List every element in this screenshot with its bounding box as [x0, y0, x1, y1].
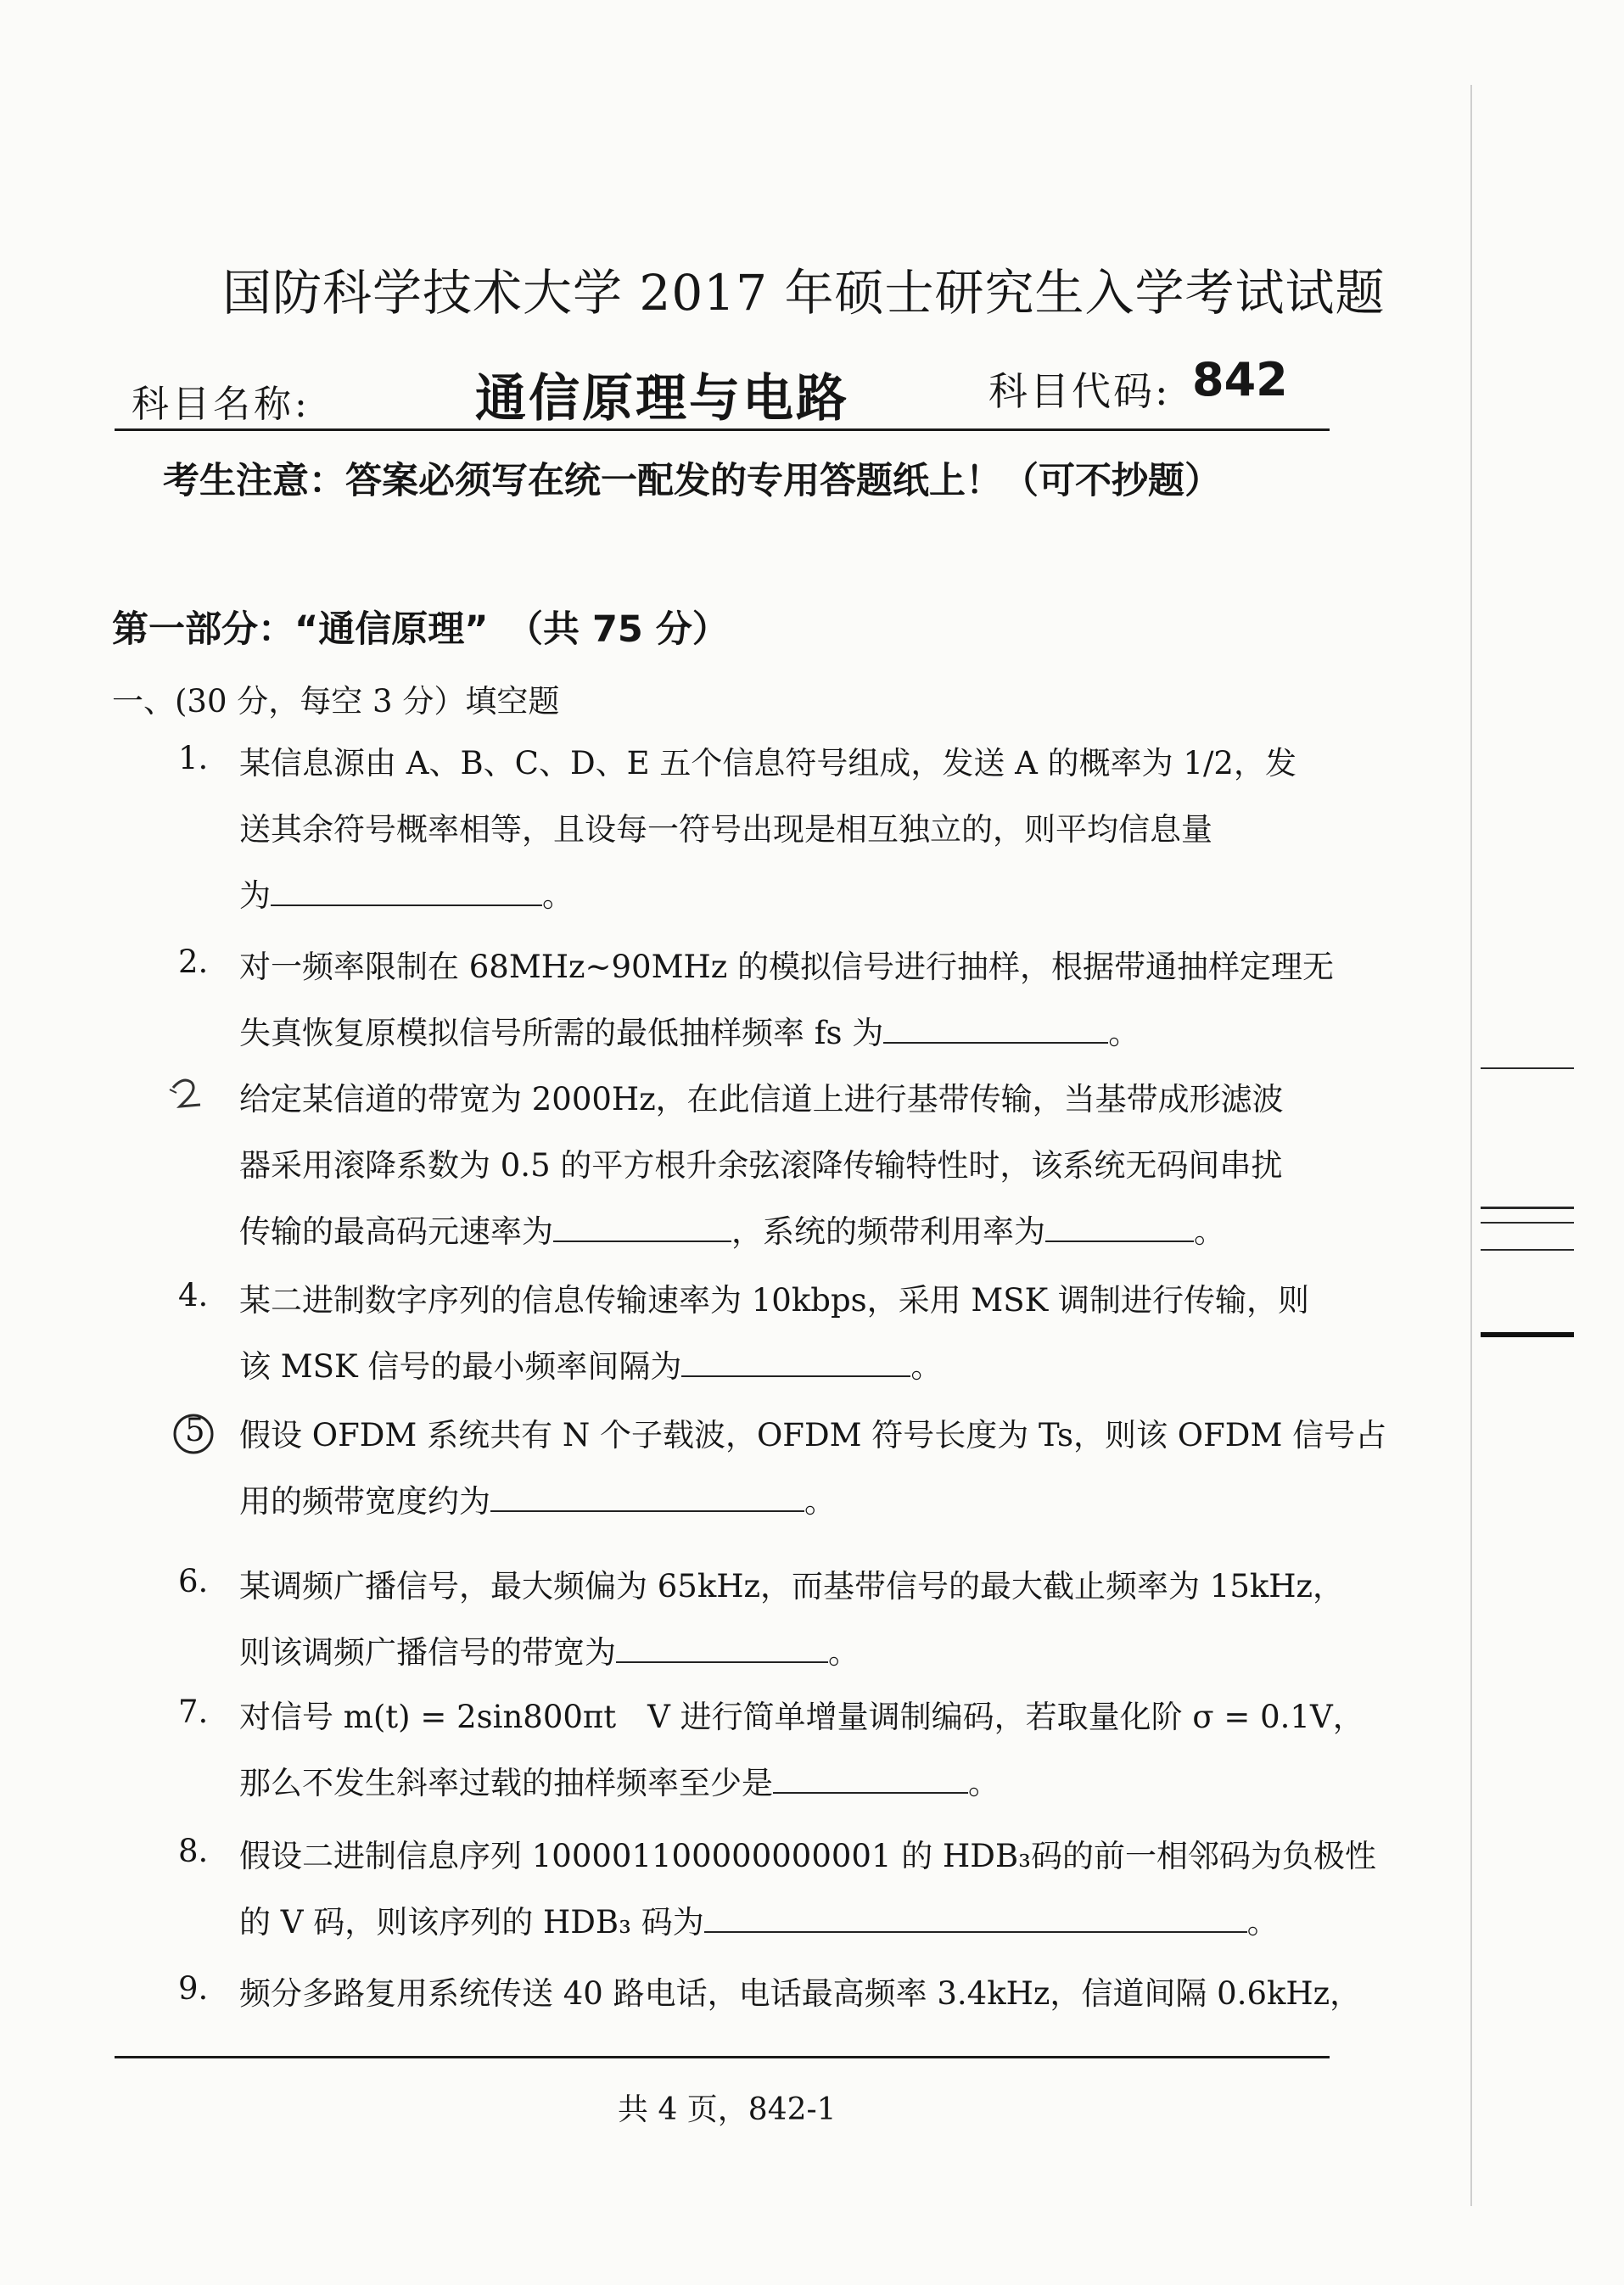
footer-rule [115, 2056, 1330, 2058]
answer-blank [271, 876, 542, 906]
question-text: 则该调频广播信号的带宽为 [239, 1634, 616, 1671]
question-tail: 。 [910, 1348, 943, 1385]
question-number: 4. [178, 1277, 209, 1313]
question-6 [178, 1563, 1345, 1695]
question-2 [178, 944, 1332, 1076]
handwritten-number-mark [166, 1071, 217, 1122]
question-9 [178, 1970, 1362, 2036]
question-text-line [239, 1478, 1332, 1544]
question-tail: 。 [1108, 1015, 1140, 1051]
question-text: 那么不发生斜率过载的抽样频率至少是 [239, 1765, 773, 1801]
answer-blank [704, 1902, 1247, 1933]
question-text: 传输的最高码元速率为 [239, 1213, 553, 1250]
question-text-line [239, 1629, 1332, 1695]
question-tail: 。 [1246, 1904, 1279, 1941]
question-text-line: 器采用滚降系数为 0.5 的平方根升余弦滚降传输特性时，该系统无码间串扰 [239, 1147, 1283, 1184]
question-tail: 。 [1194, 1213, 1225, 1250]
question-text-line: 假设二进制信息序列 100001100000000001 的 HDB₃码的前一相邻码为负极性 [239, 1838, 1376, 1874]
question-number: 2. [178, 944, 209, 980]
question-text: 的 V 码，则该序列的 HDB₃ 码为 [239, 1904, 704, 1941]
subject-name: 通信原理与电路 [475, 369, 849, 428]
question-tail: 。 [968, 1765, 1000, 1801]
question-tail: 。 [542, 877, 574, 914]
question-text: 该 MSK 信号的最小频率间隔为 [239, 1348, 682, 1385]
scan-edge-mark [1481, 1207, 1574, 1209]
answer-blank [553, 1212, 731, 1242]
answer-blank [1045, 1212, 1194, 1242]
question-text-line [239, 1343, 1332, 1409]
question-3 [178, 1076, 1332, 1274]
question-text: 用的频带宽度约为 [239, 1483, 490, 1520]
scan-edge-mark [1481, 1222, 1574, 1224]
scan-edge-mark [1481, 1332, 1574, 1337]
answer-blank [773, 1763, 968, 1794]
question-text-line: 对信号 m(t) = 2sin800πt V 进行简单增量调制编码，若取量化阶 σ = 0.1V， [239, 1699, 1364, 1735]
question-tail: 。 [828, 1634, 860, 1671]
answer-blank [681, 1347, 910, 1377]
question-text-line: 某调频广播信号，最大频偏为 65kHz，而基带信号的最大截止频率为 15kHz， [239, 1568, 1345, 1605]
scan-edge-mark [1481, 1067, 1574, 1069]
question-number: 5 [185, 1412, 205, 1448]
question-4 [178, 1277, 1332, 1409]
question-8 [178, 1833, 1376, 1965]
question-text-line: 某信息源由 A、B、C、D、E 五个信息符号组成，发送 A 的概率为 1/2，发 [239, 745, 1296, 781]
question-text: 失真恢复原模拟信号所需的最低抽样频率 fs 为 [239, 1015, 884, 1051]
question-text-line [239, 872, 1332, 938]
scan-edge-mark [1481, 1249, 1574, 1251]
header-rule [115, 428, 1330, 431]
subject-label: 科目名称: [132, 383, 311, 426]
part-title: 一、(30 分，每空 3 分）填空题 [112, 683, 560, 720]
question-text: 为 [239, 877, 271, 914]
subject-code-label: 科目代码: [988, 368, 1171, 414]
question-1 [178, 740, 1332, 938]
question-text-line [239, 1010, 1332, 1076]
answer-blank [883, 1013, 1108, 1044]
question-tail: 。 [804, 1483, 836, 1520]
answer-blank [490, 1481, 804, 1512]
answer-blank [616, 1633, 828, 1663]
section-title: 第一部分：“通信原理” （共 75 分） [112, 608, 729, 651]
question-number: 8. [178, 1833, 209, 1869]
question-5 [178, 1412, 1387, 1544]
question-text-line [239, 1208, 1332, 1274]
question-number: 6. [178, 1563, 209, 1599]
question-text-line: 假设 OFDM 系统共有 N 个子载波，OFDM 符号长度为 Ts，则该 OFDM 信号占 [239, 1417, 1387, 1453]
question-7 [178, 1694, 1364, 1826]
question-text-line: 频分多路复用系统传送 40 路电话，电话最高频率 3.4kHz，信道间隔 0.6kHz， [239, 1975, 1362, 2012]
question-text-line: 对一频率限制在 68MHz~90MHz 的模拟信号进行抽样，根据带通抽样定理无 [239, 949, 1334, 985]
subject-code-value: 842 [1192, 353, 1288, 406]
question-text-line: 送其余符号概率相等，且设每一符号出现是相互独立的，则平均信息量 [239, 811, 1212, 848]
question-number: 9. [178, 1970, 209, 2007]
question-number: 1. [178, 740, 209, 776]
exam-title: 国防科学技术大学 2017 年硕士研究生入学考试试题 [222, 264, 1386, 322]
page-footer: 共 4 页，842-1 [618, 2092, 837, 2127]
exam-notice: 考生注意：答案必须写在统一配发的专用答题纸上！（可不抄题） [163, 460, 1221, 502]
question-text-line: 某二进制数字序列的信息传输速率为 10kbps，采用 MSK 调制进行传输，则 [239, 1282, 1310, 1319]
question-text-line [239, 1760, 1332, 1826]
question-text-line [239, 1899, 1332, 1965]
question-number: 7. [178, 1694, 209, 1730]
question-text-line: 给定某信道的带宽为 2000Hz，在此信道上进行基带传输，当基带成形滤波 [239, 1081, 1284, 1117]
scan-edge-line [1470, 85, 1472, 2206]
question-mid: ，系统的频带利用率为 [731, 1213, 1045, 1250]
